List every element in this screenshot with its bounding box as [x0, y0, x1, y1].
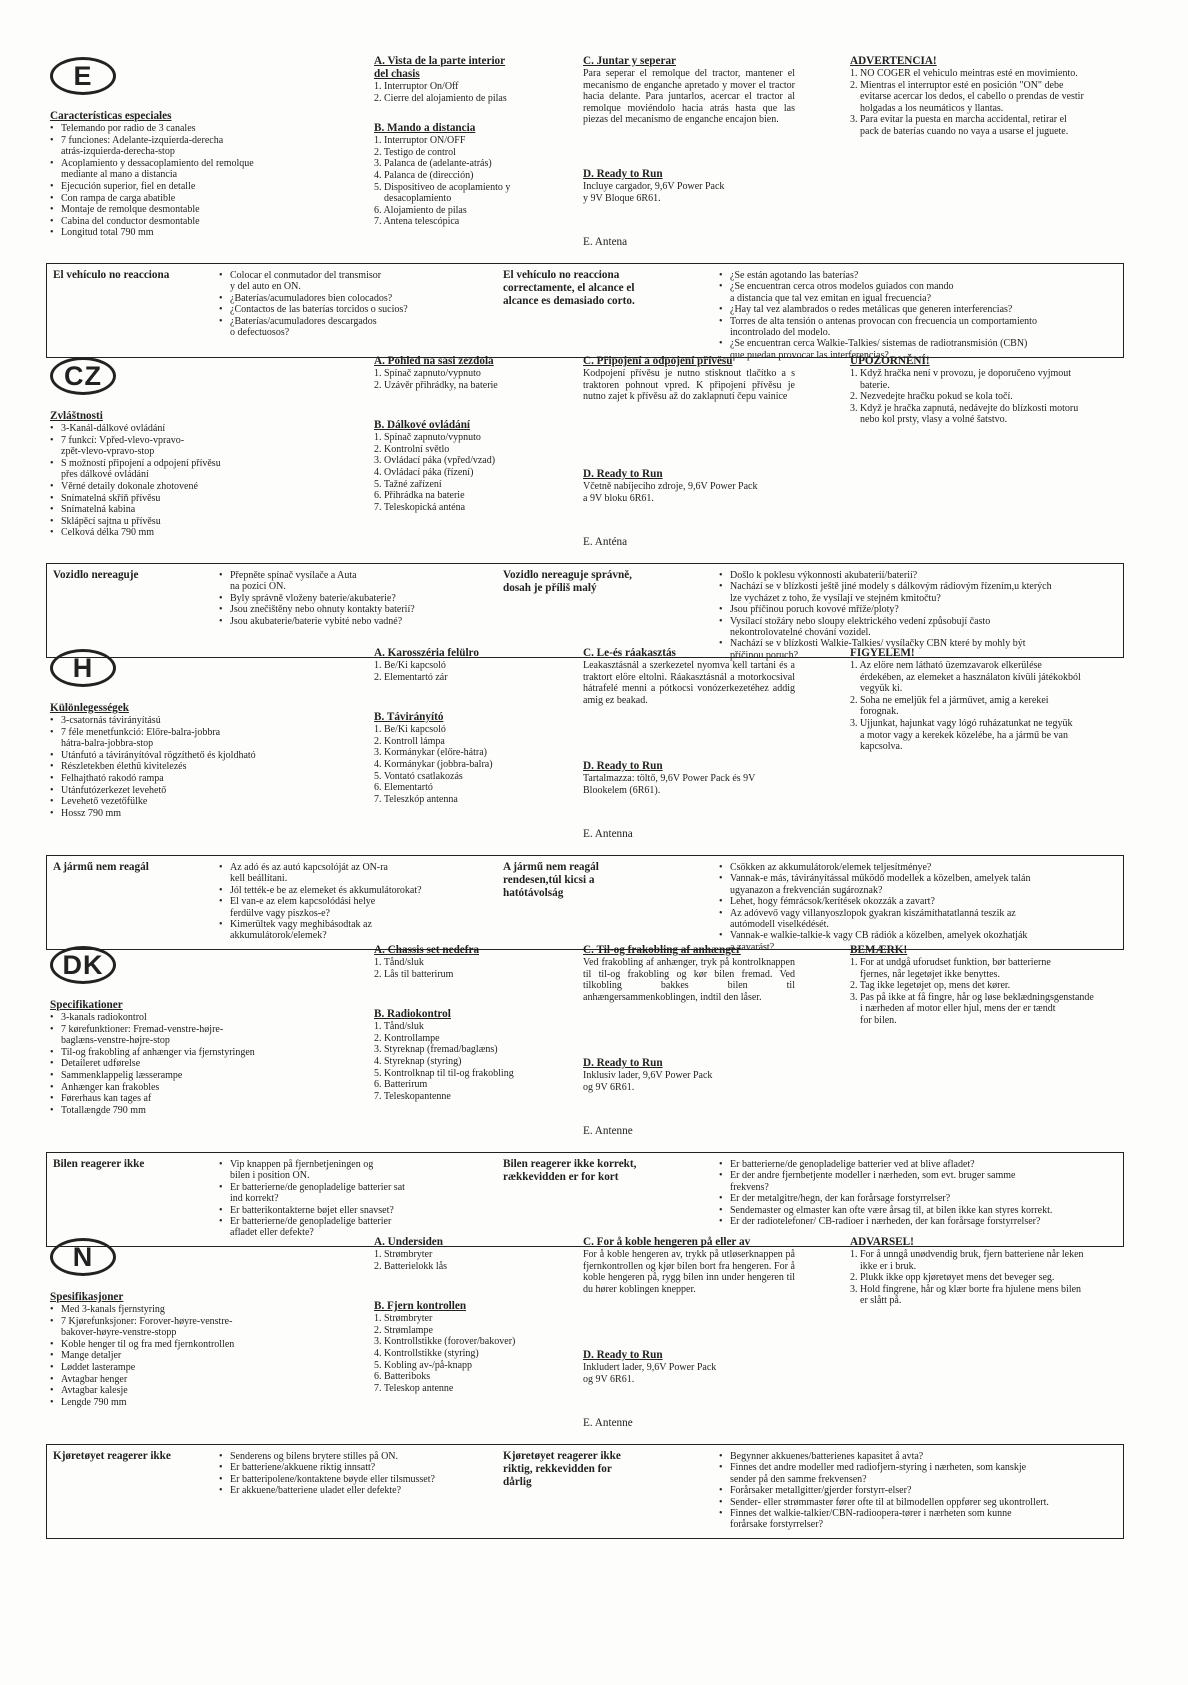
section-b-item: 5. Kobling av-/på-knapp: [374, 1359, 473, 1371]
language-badge: H: [50, 649, 116, 687]
warning-column: [850, 647, 1130, 753]
features-list-item: • Anhænger kan frakobles: [50, 1082, 330, 1094]
section-a-item: 2. Cierre del alojamiento de pilas: [374, 92, 507, 104]
language-badge: N: [50, 1238, 116, 1276]
section-b-item: 2. Kontroll lámpa: [374, 735, 445, 747]
section-b-item: 4. Ovládací páka (řízení): [374, 466, 474, 478]
section-d-text: Inklusiv lader, 9,6V Power Pack og 9V 6R61.: [583, 1070, 713, 1093]
trouble-checks-1: [219, 570, 509, 627]
section-e-title: E. Antena: [583, 236, 628, 248]
features-list-item: • 7 kørefunktioner: Fremad-venstre-højre- baglæns-venstre-højre-stop: [50, 1024, 330, 1047]
warning-item: 2. Plukk ikke opp kjøretøyet mens det beveger seg.: [850, 1272, 1055, 1284]
features-list-item: • Felhajtható rakodó rampa: [50, 773, 330, 785]
section-d-title: D. Ready to Run: [583, 1349, 663, 1361]
features-column: [50, 410, 330, 539]
features-list-item: • Acoplamiento y dessacoplamiento del remolque mediante al mano a distancia: [50, 158, 330, 181]
warning-title: ADVARSEL!: [850, 1236, 914, 1248]
warning-title: UPOZORNĚNÍ!: [850, 355, 930, 367]
features-list-item: • Telemando por radio de 3 canales: [50, 123, 330, 135]
trouble-title-2: A jármű nem reagál rendesen,túl kicsi a hatótávolság: [503, 861, 599, 899]
features-list-item: • Con rampa de carga abatible: [50, 193, 330, 205]
section-e-title: E. Antenna: [583, 828, 633, 840]
trouble-checks-2-item: • Nachází se v blízkosti Walkie-Talkies/ vysílačky CBN které by mohly být příčinou poruch?: [719, 638, 1119, 661]
features-list-item: • Koble henger til og fra med fjernkontrollen: [50, 1339, 330, 1351]
features-list-item: • Til-og frakobling af anhænger via fjernstyringen: [50, 1047, 330, 1059]
trouble-list-1: [219, 570, 509, 627]
trouble-checks-2-item: • ¿Hay tal vez alambrados o redes metálicas que generen interferencias?: [719, 304, 1119, 315]
features-list-item: • Celková délka 790 mm: [50, 527, 330, 539]
features-list-item: • 3-kanals radiokontrol: [50, 1012, 330, 1024]
trouble-checks-1-item: • Er batterierne/de genopladelige batterier afladet eller defekte?: [219, 1216, 509, 1239]
section-a-item: 1. Tånd/sluk: [374, 957, 424, 968]
trouble-title-1: Vozidlo nereaguje: [53, 569, 139, 581]
section-b-item: 2. Kontrolní světlo: [374, 443, 450, 455]
trouble-checks-1-item: • Er batterikontakterne bøjet eller snavset?: [219, 1205, 509, 1216]
section-a-item: 1. Strømbryter: [374, 1249, 433, 1260]
trouble-checks-1: [219, 270, 509, 338]
section-b-item: 3. Ovládací páka (vpřed/vzad): [374, 455, 496, 467]
trouble-checks-2-item: • ¿Se encuentran cerca Walkie-Talkies/ sistemas de radiotransmisión (CBN) que puedan provocar las interferencias?: [719, 338, 1119, 361]
warning-item: 2. Nezvedejte hračku pokud se kola točí.: [850, 391, 1013, 403]
parts-column: [374, 1236, 564, 1394]
parts-column: [374, 55, 564, 228]
warning-item: 1. NO COGER el vehiculo meintras esté en movimiento.: [850, 68, 1078, 79]
features-list-item: • 3-Kanál-dálkové ovládání: [50, 423, 330, 435]
warning-item: 2. Tag ikke legetøjet op, mens det kører.: [850, 980, 1011, 992]
section-d-title: D. Ready to Run: [583, 1057, 663, 1069]
section-d-text: Incluye cargador, 9,6V Power Pack y 9V Bloque 6R61.: [583, 181, 725, 204]
trouble-checks-2-item: • Vysílací stožáry nebo sloupy elektrického vedení způsobují často nekontrolovatelné chování vozidel.: [719, 616, 1119, 639]
trouble-checks-1-item: • ¿Baterías/acumuladores bien colocados?: [219, 293, 509, 304]
spacer: [374, 391, 564, 419]
warning-column: [850, 944, 1130, 1027]
trouble-checks-2-item: • Nachází se v blízkosti ještě jiné modely s dálkovým rádiovým řízením,u kterých lze vycházet z toho, že vysílají ve stejném kmitočtu?: [719, 581, 1119, 604]
features-list-item: • S možností připojení a odpojení přívěsu přes dálkové ovládání: [50, 458, 330, 481]
section-c-text: Leakasztásnál a szerkezetel nyomva kell tartani és a traktort elöre eltolni. Ráakasztásnál a motorkocsival hátrafelé menni a pótkocsi vonózerkezetéhez addig amig ez beakad.: [583, 660, 795, 706]
features-column: [50, 999, 330, 1116]
features-list-item: • 3-csatornás távirányítású: [50, 715, 330, 727]
section-a-item: 1. Be/Ki kapcsoló: [374, 660, 446, 671]
section-a-title: A. Vista de la parte interior del chasis: [374, 55, 506, 80]
features-list: [50, 423, 330, 539]
trouble-checks-2-item: • Vannak-e walkie-talkie-k vagy CB rádiók a közelben, amelyek okozhatják a zavarást?: [719, 930, 1119, 953]
warning-item: 3. Když je hračka zapnutá, nedávejte do blízkosti motoru nebo kol prsty, vlasy a volné šatstvo.: [850, 402, 1079, 426]
features-list-item: • Snímatelná skříň přívěsu: [50, 493, 330, 505]
trouble-checks-2-item: • ¿Se están agotando las baterías?: [719, 270, 1119, 281]
features-column: [50, 702, 330, 819]
section-b-item: 6. Batterirum: [374, 1079, 428, 1091]
warning-item: 3. Para evitar la puesta en marcha accidental, retirar el pack de baterías cuando no vaya a usarse el juguete.: [850, 114, 1069, 137]
section-c-title: C. Til-og frakobling af anhænger: [583, 944, 741, 956]
features-list-item: • Věrné detaily dokonale zhotovené: [50, 481, 330, 493]
section-b-title: B. Radiokontrol: [374, 1008, 451, 1021]
warning-column: [850, 355, 1130, 426]
warning-title: ADVERTENCIA!: [850, 55, 937, 67]
features-list-item: • Montaje de remolque desmontable: [50, 204, 330, 216]
section-a-title: A. Karosszéria felülro: [374, 647, 479, 659]
features-column: [50, 110, 330, 239]
trouble-checks-1-item: • Er akkuene/batteriene uladet eller defekte?: [219, 1485, 509, 1496]
features-list-item: • 7 Kjørefunksjoner: Forover-høyre-venstre- bakover-høyre-venstre-stopp: [50, 1316, 330, 1339]
section-b-item: 4. Styreknap (styring): [374, 1055, 462, 1067]
warning-column: [850, 1236, 1130, 1307]
trouble-checks-2-item: • Finnes det andre modeller med radiofjern-styring i nærheten, som kanskje sender på den samme frekvensen?: [719, 1462, 1119, 1485]
trouble-checks-2: [719, 1159, 1119, 1227]
section-c-text: For å koble hengeren av, trykk på utløserknappen på fjernkontrollen og kjør bilen bort fra hengeren. For å koble hengeren på, rygg bilen inn under hengeren til du hører koblingen knepper.: [583, 1249, 795, 1295]
trouble-title-1: A jármű nem reagál: [53, 861, 149, 873]
trouble-checks-2-item: • ¿Se encuentran cerca otros modelos guiados con mando a distancia que tal vez emitan en igual frecuencia?: [719, 281, 1119, 304]
section-dk: [0, 929, 1188, 1239]
section-a-item: 2. Batterielokk lås: [374, 1260, 448, 1272]
warning-item: 3. Hold fingrene, hår og klær borte fra hjulene mens bilen er slått på.: [850, 1283, 1082, 1307]
section-b-item: 1. Interruptor ON/OFF: [374, 135, 466, 147]
assembly-column: [583, 944, 795, 1003]
features-list-item: • Utánfutózerkezet levehető: [50, 785, 330, 797]
section-d-title: D. Ready to Run: [583, 468, 663, 480]
features-title: Características especiales: [50, 110, 172, 122]
trouble-checks-2-item: • Csökken az akkumulátorok/elemek teljesítménye?: [719, 862, 1119, 873]
features-list-item: • Avtagbar kalesje: [50, 1385, 330, 1397]
section-e-title: E. Antenne: [583, 1417, 633, 1429]
section-a-item: 1. Spínač zapnuto/vypnuto: [374, 368, 481, 379]
section-a-item: 2. Lås til batterirum: [374, 968, 454, 980]
section-e-title: E. Antenne: [583, 1125, 633, 1137]
trouble-checks-1-item: • Er batterierne/de genopladelige batterier sat ind korrekt?: [219, 1182, 509, 1205]
features-title: Spesifikasjoner: [50, 1291, 124, 1303]
trouble-list-1: [219, 1451, 509, 1497]
trouble-checks-1: [219, 1451, 509, 1497]
section-b-item: 1. Be/Ki kapcsoló: [374, 724, 446, 736]
parts-column: [374, 647, 564, 805]
features-list-item: • Avtagbar henger: [50, 1374, 330, 1386]
features-list-item: • Részletekben élethű kivitelezés: [50, 761, 330, 773]
trouble-checks-1-item: • Az adó és az autó kapcsolóját az ON-ra kell beállítani.: [219, 862, 509, 885]
features-list-item: • Sklápěcí sajtna u přívěsu: [50, 516, 330, 528]
section-d-title: D. Ready to Run: [583, 168, 663, 180]
features-column: [50, 1291, 330, 1408]
ready-block: [583, 760, 803, 796]
trouble-checks-2-item: • Sender- eller strømmaster fører ofte til at bilmodellen oppfører seg ukontrollert.: [719, 1497, 1119, 1508]
section-a-item: 2. Uzávěr přihrádky, na baterie: [374, 379, 498, 391]
section-d-text: Včetně nabíjecího zdroje, 9,6V Power Pack a 9V bloku 6R61.: [583, 481, 758, 504]
features-list-item: • 7 féle menetfunkció: Előre-balra-jobbra hátra-balra-jobbra-stop: [50, 727, 330, 750]
features-list-item: • 7 funkcí: Vpřed-vlevo-vpravo- zpět-vlevo-vpravo-stop: [50, 435, 330, 458]
section-n: [0, 1221, 1188, 1531]
trouble-checks-2-item: • Lehet, hogy fémrácsok/kerítések okozzák a zavart?: [719, 896, 1119, 907]
trouble-title-2: El vehículo no reacciona correctamente, el alcance el alcance es demasiado corto.: [503, 269, 635, 307]
features-list-item: • Longitud total 790 mm: [50, 227, 330, 239]
spacer: [374, 683, 564, 711]
section-a-title: A. Undersiden: [374, 1236, 443, 1248]
section-b-item: 7. Teleskopantenne: [374, 1090, 451, 1102]
warning-item: 1. For å unngå unødvendig bruk, fjern batteriene når leken ikke er i bruk.: [850, 1249, 1084, 1272]
features-list-item: • Snímatelná kabina: [50, 504, 330, 516]
features-list-item: • Med 3-kanals fjernstyring: [50, 1304, 330, 1316]
trouble-checks-2-item: • Forårsaker metallgitter/gjerder forstyrr-elser?: [719, 1485, 1119, 1496]
section-b-item: 7. Teleszkóp antenna: [374, 793, 458, 805]
trouble-checks-2-item: • Jsou příčinou poruch kovové mříže/ploty?: [719, 604, 1119, 615]
assembly-column: [583, 355, 795, 403]
features-title: Specifikationer: [50, 999, 123, 1011]
features-list-item: • Detaileret udførelse: [50, 1058, 330, 1070]
section-b-item: 1. Tånd/sluk: [374, 1021, 424, 1033]
trouble-checks-1-item: • Kimerültek vagy meghibásodtak az akkumulátorok/elemek?: [219, 919, 509, 942]
section-a-item: 2. Elementartó zár: [374, 671, 448, 683]
section-b-item: 6. Přihrádka na baterie: [374, 490, 465, 502]
trouble-checks-1-item: • Byly správně vloženy baterie/akubaterie?: [219, 593, 509, 604]
features-list-item: • Lengde 790 mm: [50, 1397, 330, 1409]
trouble-checks-2-item: • Sendemaster og elmaster kan ofte være årsag til, at bilen ikke kan styres korrekt.: [719, 1205, 1119, 1216]
parts-column: [374, 355, 564, 513]
section-b-item: 3. Kontrollstikke (forover/bakover): [374, 1336, 516, 1348]
section-c-title: C. Le-és ráakasztás: [583, 647, 676, 659]
trouble-title-2: Kjøretøyet reagerer ikke riktig, rekkevidden for dårlig: [503, 1450, 621, 1488]
trouble-checks-1-item: • Přepněte spínač vysílače a Auta na pozici ON.: [219, 570, 509, 593]
section-c-text: Kodpojení přívěsu je nutno stisknout tlačítko a s traktoren pohnout vpred. K připojení přívěsu je nutno zajet k přívěsu až do zaklapnutí čepu vainice: [583, 368, 795, 403]
section-b-item: 2. Kontrollampe: [374, 1032, 440, 1044]
assembly-column: [583, 1236, 795, 1295]
warning-item: 3. Pas på ikke at få fingre, hår og løse beklædningsgenstande i nærheden af motor eller hjul, mens der er tændt for bilen.: [850, 991, 1094, 1026]
features-list-item: • Cabina del conductor desmontable: [50, 216, 330, 228]
section-b-item: 5. Vontató csatlakozás: [374, 770, 463, 782]
section-b-item: 4. Kormánykar (jobbra-balra): [374, 758, 493, 770]
spacer: [374, 1272, 564, 1300]
features-list-item: • Hossz 790 mm: [50, 808, 330, 820]
features-list-item: • Levehető vezetőfülke: [50, 796, 330, 808]
warning-item: 2. Mientras el interruptor esté en posición "ON" debe evitarse acercar los dedos, el cabello o prendas de vestir holgadas a los neumáticos y llantas.: [850, 79, 1084, 114]
warning-title: FIGYELEM!: [850, 647, 915, 659]
warning-item: 3. Ujjunkat, hajunkat vagy lógó ruházatunkat ne tegyük a motor vagy a kerekek közelébe, ha a jármű be van kapcsolva.: [850, 717, 1073, 753]
language-badge: CZ: [50, 357, 116, 395]
section-b-item: 7. Teleskop antenne: [374, 1382, 454, 1394]
trouble-title-2: Vozidlo nereaguje správně, dosah je příliš malý: [503, 569, 632, 594]
parts-column: [374, 944, 564, 1102]
section-c-title: C. Juntar y seperar: [583, 55, 677, 67]
language-badge: E: [50, 57, 116, 95]
features-title: Különlegességek: [50, 702, 129, 714]
trouble-checks-2-item: • Vannak-e más, távirányítással működő modellek a közelben, amelyek talán ugyanazon a frekvencián sugároznak?: [719, 873, 1119, 896]
section-b-item: 3. Kormánykar (előre-hátra): [374, 747, 487, 759]
features-list: [50, 1012, 330, 1116]
section-b-item: 4. Kontrollstikke (styring): [374, 1347, 479, 1359]
ready-block: [583, 1057, 803, 1093]
trouble-checks-1-item: • Colocar el conmutador del transmisor y del auto en ON.: [219, 270, 509, 293]
warning-title: BEMÆRK!: [850, 944, 908, 956]
trouble-checks-1-item: • Jól tették-e be az elemeket és akkumulátorokat?: [219, 885, 509, 896]
section-b-title: B. Mando a distancia: [374, 122, 476, 135]
features-list: [50, 1304, 330, 1408]
section-b-item: 5. Tažné zařízení: [374, 478, 442, 490]
section-b-title: B. Dálkové ovládání: [374, 419, 471, 432]
section-b-item: 7. Teleskopická anténa: [374, 501, 466, 513]
trouble-checks-2-item: • Došlo k poklesu výkonnosti akubaterií/baterií?: [719, 570, 1119, 581]
warning-item: 1. Když hračka není v provozu, je doporučeno vyjmout baterie.: [850, 368, 1072, 391]
trouble-checks-2-item: • Az adóvevő vagy villanyoszlopok gyakran kiszámíthatatlanná teszik az autómodell viselkédését.: [719, 908, 1119, 931]
section-b-item: 1. Strømbryter: [374, 1313, 433, 1325]
features-list-item: • Førerhaus kan tages af: [50, 1093, 330, 1105]
language-badge: DK: [50, 946, 116, 984]
section-d-text: Tartalmazza: töltő, 9,6V Power Pack és 9V Blookelem (6R61).: [583, 773, 756, 796]
section-b-item: 3. Styreknap (fremad/baglæns): [374, 1044, 498, 1056]
section-d-title: D. Ready to Run: [583, 760, 663, 772]
warning-item: 1. Az elöre nem látható üzemzavarok elkerülése érdekében, az elemeket a használaton kívüli játékokból vegyük ki.: [850, 660, 1081, 695]
ready-block: [583, 1349, 803, 1385]
trouble-title-2: Bilen reagerer ikke korrekt, rækkevidden er for kort: [503, 1158, 637, 1183]
features-list-item: • Totallængde 790 mm: [50, 1105, 330, 1117]
trouble-list-2: [719, 1159, 1119, 1227]
section-b-title: B. Fjern kontrollen: [374, 1300, 467, 1313]
section-a-title: A. Pohled na sasi zezdola: [374, 355, 494, 367]
section-b-item: 7. Antena telescópica: [374, 216, 460, 228]
section-b-item: 5. Dispositiveo de acoplamiento y desacoplamiento: [374, 181, 511, 205]
features-title: Zvláštnosti: [50, 410, 103, 422]
section-b-item: 5. Kontrolknap til til-og frakobling: [374, 1067, 514, 1079]
trouble-checks-1-item: • ¿Baterías/acumuladores descargados o defectuosos?: [219, 316, 509, 339]
trouble-checks-1-item: • Jsou znečištěny nebo ohnuty kontakty baterií?: [219, 604, 509, 615]
section-d-text: Inkludert lader, 9,6V Power Pack og 9V 6R61.: [583, 1362, 717, 1385]
trouble-checks-1-item: • Er batteriene/akkuene riktig innsatt?: [219, 1462, 509, 1473]
section-b-item: 2. Strømlampe: [374, 1324, 433, 1336]
section-b-item: 3. Palanca de (adelante-atrás): [374, 158, 492, 170]
trouble-checks-2-item: • Finnes det walkie-talkier/CBN-radioopera-tører i nærheten som kunne forårsake forstyrrelser?: [719, 1508, 1119, 1531]
trouble-checks-1-item: • Vip knappen på fjernbetjeningen og bilen i position ON.: [219, 1159, 509, 1182]
trouble-title-1: El vehículo no reacciona: [53, 269, 170, 281]
trouble-checks-2-item: • Er batterierne/de genopladelige batterier ved at blive afladet?: [719, 1159, 1119, 1170]
trouble-list-1: [219, 270, 509, 338]
warning-column: [850, 55, 1130, 138]
assembly-column: [583, 647, 795, 706]
ready-block: [583, 168, 803, 204]
assembly-column: [583, 55, 795, 126]
section-b-title: B. Távirányító: [374, 711, 444, 724]
warning-item: 1. For at undgå uforudset funktion, bør batterierne fjernes, når legetøjet ikke benyttes.: [850, 957, 1051, 980]
features-list-item: • Løddet lasterampe: [50, 1362, 330, 1374]
features-list-item: • Mange detaljer: [50, 1350, 330, 1362]
trouble-list-2: [719, 1451, 1119, 1531]
ready-block: [583, 468, 803, 504]
spacer: [374, 104, 564, 122]
trouble-checks-2-item: • Begynner akkuenes/batterienes kapasitet å avta?: [719, 1451, 1119, 1462]
trouble-checks-1-item: • ¿Contactos de las baterías torcidos o sucios?: [219, 304, 509, 315]
section-b-item: 6. Batteriboks: [374, 1371, 431, 1383]
spacer: [374, 980, 564, 1008]
section-c-text: Para seperar el remolque del tractor, mantener el mecanismo de enganche apretado y mover el tractor hacia delante. Para juntarlos, acercar el tractor al remolque moviéndolo hacia atrás hasta que las piezas del mecanismo de enganche encajon bien.: [583, 68, 795, 126]
features-list: [50, 715, 330, 819]
section-b-item: 6. Elementartó: [374, 782, 433, 794]
trouble-checks-2-item: • Er der andre fjernbetjente modeller i nærheden, som evt. bruger samme frekvens?: [719, 1170, 1119, 1193]
features-list-item: • Sammenklappelig læsserampe: [50, 1070, 330, 1082]
section-c-title: C. For å koble hengeren på eller av: [583, 1236, 751, 1248]
features-list: [50, 123, 330, 239]
trouble-title-1: Kjøretøyet reagerer ikke: [53, 1450, 171, 1462]
section-b-item: 1. Spínač zapnuto/vypnuto: [374, 432, 481, 444]
section-a-item: 1. Interruptor On/Off: [374, 81, 459, 92]
trouble-checks-1-item: • Senderens og bilens brytere stilles på ON.: [219, 1451, 509, 1462]
section-e-title: E. Anténa: [583, 536, 628, 548]
warning-item: 2. Soha ne emeljük fel a járművet, amig a kerekei forognak.: [850, 694, 1049, 718]
section-b-item: 2. Testigo de control: [374, 146, 456, 158]
section-c-title: C. Připojení a odpojení přívěsu: [583, 355, 733, 367]
trouble-checks-1-item: • El van-e az elem kapcsolódási helye ferdülve vagy piszkos-e?: [219, 896, 509, 919]
troubleshooting-box: [46, 1444, 1124, 1539]
features-list-item: • Ejecución superior, fiel en detalle: [50, 181, 330, 193]
trouble-checks-1-item: • Er batteripolene/kontaktene bøyde eller tilsmusset?: [219, 1474, 509, 1485]
section-c-text: Ved frakobling af anhænger, tryk på kontrolknappen til til-og frakobling og kør bilen fremad. Ved tilkobling bakkes bilen til anhængersammenkoblingen, indtil den låser.: [583, 957, 795, 1003]
section-a-title: A. Chassis set nedefra: [374, 944, 480, 956]
features-list-item: • Utánfutó a távirányítóval rögzíthető és kjoldható: [50, 750, 330, 762]
trouble-checks-2-item: • Er der radiotelefoner/ CB-radioer i nærheden, der kan forårsage forstyrrelser?: [719, 1216, 1119, 1227]
trouble-checks-2-item: • Er der metalgitre/hegn, der kan forårsage forstyrrelser?: [719, 1193, 1119, 1204]
trouble-title-1: Bilen reagerer ikke: [53, 1158, 145, 1170]
trouble-checks-1-item: • Jsou akubaterie/baterie vybité nebo vadné?: [219, 616, 509, 627]
features-list-item: • 7 funciones: Adelante-izquierda-derecha atrás-izquierda-derecha-stop: [50, 135, 330, 158]
trouble-checks-2-item: • Torres de alta tensión o antenas provocan con frecuencia un comportamiento incontrolado del modelo.: [719, 316, 1119, 339]
section-b-item: 4. Palanca de (dirección): [374, 169, 474, 181]
section-b-item: 6. Alojamiento de pilas: [374, 204, 467, 216]
trouble-checks-2: [719, 1451, 1119, 1531]
